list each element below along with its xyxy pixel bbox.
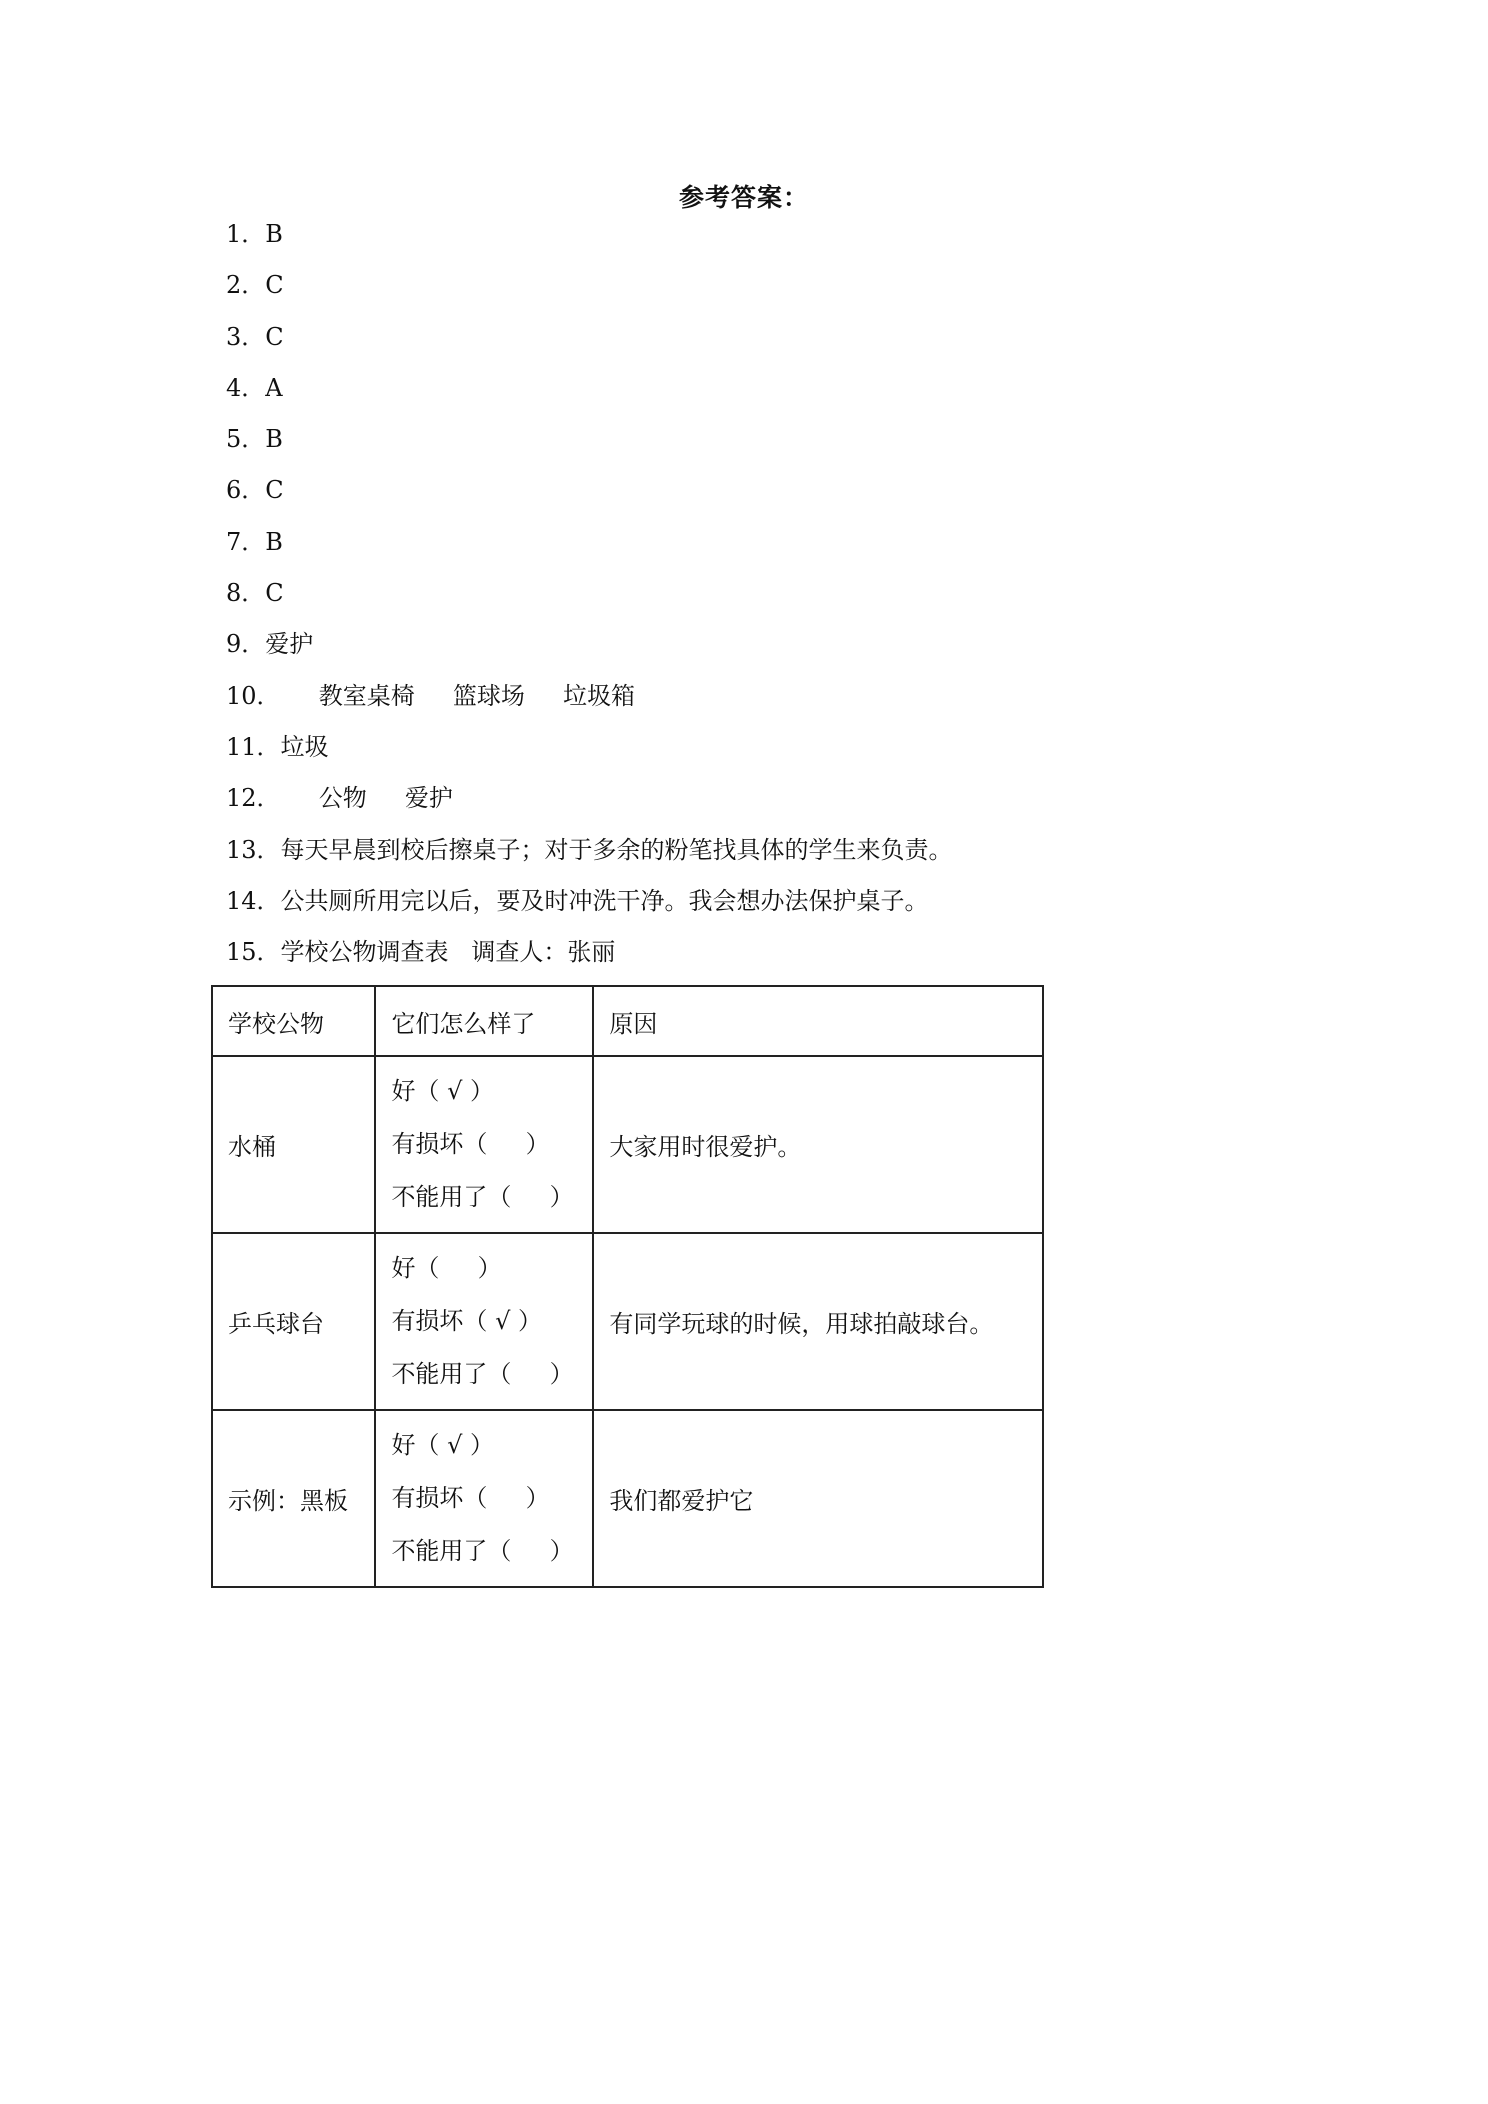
answer-number: 6． bbox=[226, 476, 266, 505]
answer-number: 10． bbox=[226, 681, 281, 710]
answer-item bbox=[226, 725, 1326, 776]
answer-item bbox=[226, 468, 1326, 519]
answer-text: C bbox=[265, 476, 284, 505]
answer-item bbox=[226, 622, 1326, 673]
answer-number: 15． bbox=[226, 938, 281, 967]
answer-number: 8． bbox=[226, 579, 266, 608]
table-header-row bbox=[212, 986, 1043, 1056]
answer-item bbox=[226, 879, 1326, 930]
answer-number: 1． bbox=[226, 220, 266, 248]
answer-text: A bbox=[265, 373, 283, 402]
item-cell: 示例：黑板 bbox=[212, 1410, 375, 1587]
answer-text: 垃圾 bbox=[280, 732, 329, 761]
answer-item bbox=[226, 315, 1326, 366]
answer-item bbox=[226, 828, 1326, 879]
answer-item bbox=[226, 571, 1326, 622]
answer-item bbox=[226, 366, 1326, 417]
status-damaged: 有损坏（ √ ） bbox=[391, 1307, 542, 1335]
answer-number: 3． bbox=[226, 322, 266, 351]
table-row bbox=[212, 1233, 1043, 1410]
item-cell: 乒乓球台 bbox=[212, 1233, 375, 1410]
answer-text: 学校公物调查表 调查人：张丽 bbox=[280, 938, 616, 967]
answer-number: 4． bbox=[226, 373, 266, 402]
status-good: 好（ ） bbox=[391, 1254, 502, 1282]
answer-number: 13． bbox=[226, 835, 281, 864]
status-cell bbox=[375, 1233, 593, 1410]
status-cell bbox=[375, 1056, 593, 1233]
answer-number: 14． bbox=[226, 886, 281, 915]
answer-item bbox=[226, 417, 1326, 468]
answer-item bbox=[226, 520, 1326, 571]
status-cell bbox=[375, 1410, 593, 1587]
answer-item bbox=[226, 674, 1326, 725]
answer-text: 公共厕所用完以后，要及时冲洗干净。我会想办法保护桌子。 bbox=[280, 886, 929, 915]
answer-text: 爱护 bbox=[265, 630, 314, 659]
answer-text: 每天早晨到校后擦桌子；对于多余的粉笔找具体的学生来负责。 bbox=[280, 835, 953, 864]
answer-text: C bbox=[265, 579, 284, 608]
table-header-cell: 原因 bbox=[593, 986, 1043, 1056]
answer-number: 11． bbox=[226, 732, 281, 761]
status-unusable: 不能用了（ ） bbox=[391, 1360, 574, 1388]
answer-text: 公物 爱护 bbox=[280, 784, 453, 813]
answer-number: 9． bbox=[226, 630, 266, 659]
status-damaged: 有损坏（ ） bbox=[391, 1484, 550, 1512]
page-title: 参考答案： bbox=[678, 183, 809, 212]
answer-item bbox=[226, 776, 1326, 827]
status-damaged: 有损坏（ ） bbox=[391, 1130, 550, 1158]
answer-item bbox=[226, 263, 1326, 314]
status-unusable: 不能用了（ ） bbox=[391, 1537, 574, 1565]
status-good: 好（ √ ） bbox=[391, 1431, 494, 1459]
status-good: 好（ √ ） bbox=[391, 1077, 494, 1105]
reason-cell: 大家用时很爱护。 bbox=[593, 1056, 1043, 1233]
table-header-cell: 它们怎么样了 bbox=[375, 986, 593, 1056]
answer-number: 7． bbox=[226, 527, 266, 556]
table-row bbox=[212, 1410, 1043, 1587]
answer-item bbox=[226, 930, 1326, 981]
answer-text: C bbox=[265, 271, 284, 300]
item-cell: 水桶 bbox=[212, 1056, 375, 1233]
answer-text: C bbox=[265, 322, 284, 351]
reason-cell: 有同学玩球的时候，用球拍敲球台。 bbox=[593, 1233, 1043, 1410]
status-unusable: 不能用了（ ） bbox=[391, 1183, 574, 1211]
table-header-cell: 学校公物 bbox=[212, 986, 375, 1056]
table-row bbox=[212, 1056, 1043, 1233]
answer-item bbox=[226, 212, 1326, 263]
answer-list bbox=[226, 212, 1326, 981]
answer-number: 2． bbox=[226, 271, 266, 300]
answer-number: 12． bbox=[226, 784, 281, 813]
answer-number: 5． bbox=[226, 425, 266, 454]
answer-text: B bbox=[265, 425, 283, 454]
answer-text: 教室桌椅 篮球场 垃圾箱 bbox=[280, 681, 635, 710]
survey-table bbox=[211, 985, 1044, 1588]
answer-text: B bbox=[265, 220, 283, 248]
answer-text: B bbox=[265, 527, 283, 556]
reason-cell: 我们都爱护它 bbox=[593, 1410, 1043, 1587]
